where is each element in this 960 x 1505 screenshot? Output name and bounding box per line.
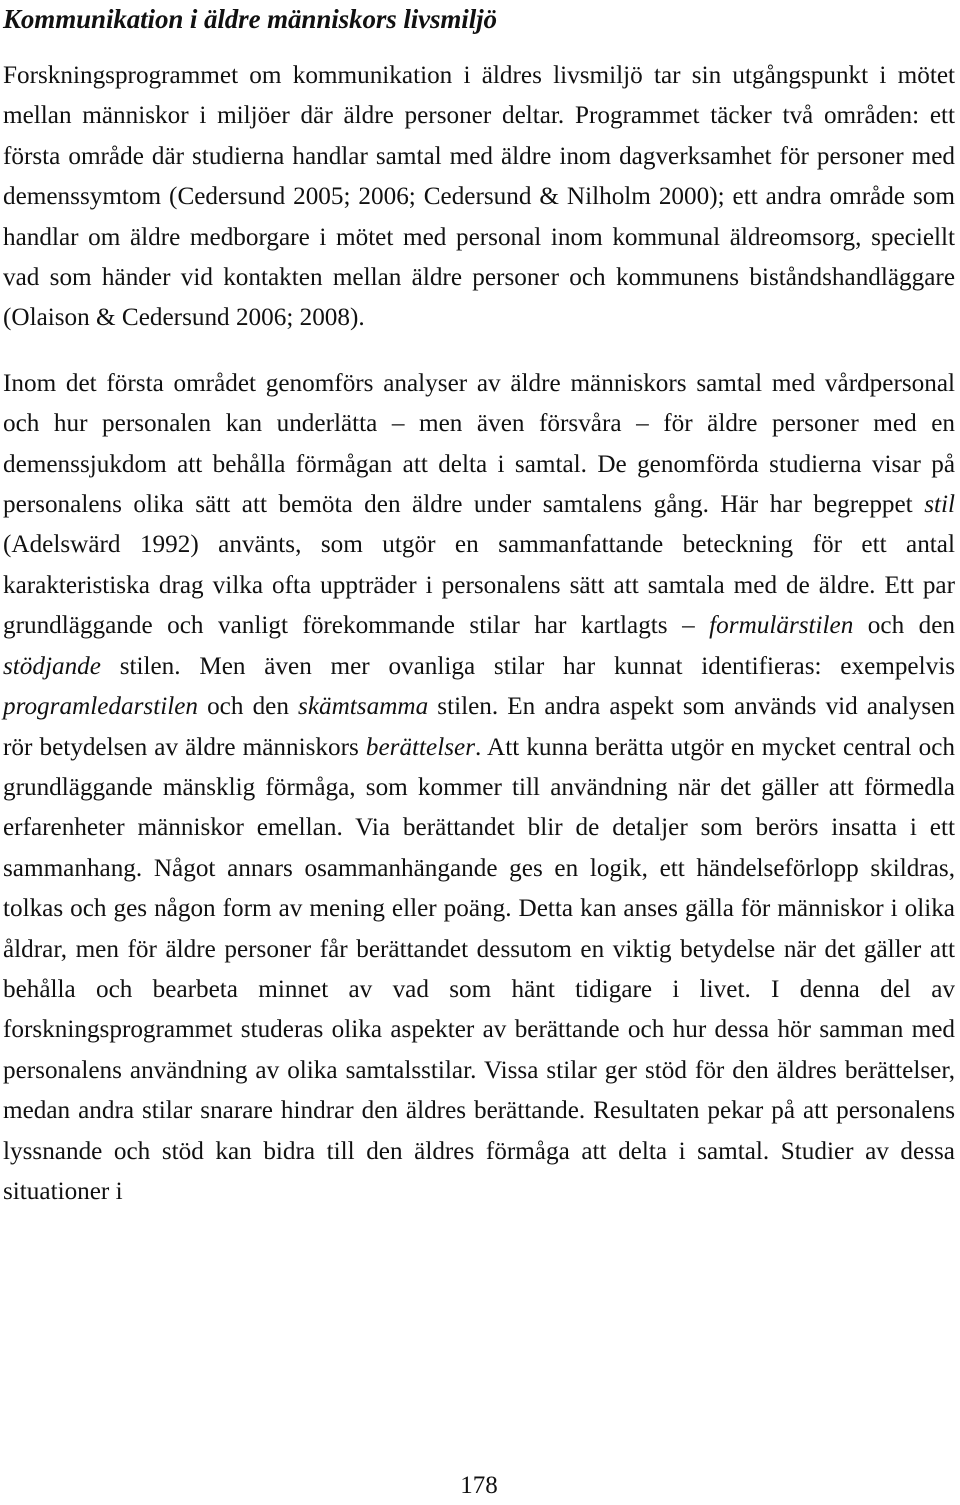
paragraph-2-text: Inom det första området genomförs analyser av äldre människors samtal med vårdpersonal och hur personalen kan underlätta – men även försvåra – för äldre personer med en demenssjukdom att behålla förmågan att delta i samtal. De genomförda studierna visar på personalens olika sätt att bemöta den äldre under samtalens gång. Här har begreppet [3,369,955,519]
paragraph-2-text: stilen. Men även mer ovanliga stilar har kunnat identifieras: exempelvis [100,652,955,680]
paragraph-2-text: och den [853,612,956,640]
italic-term-stil: stil [924,491,955,519]
page-number: 178 [460,1472,498,1499]
section-heading: Kommunikation i äldre människors livsmiljö [3,4,497,34]
paragraph-2-text: . Att kunna berätta utgör en mycket central och grundläggande mänsklig förmåga, som kommer till användning när det gäller att förmedla erfarenheter människor emellan. Via berättandet blir de detaljer som berörs insatta i ett sammanhang. Något annars osammanhängande ges en logik, ett händelseförlopp skildras, tolkas och ges någon form av mening eller poäng. Detta kan anses gälla för människor i olika åldrar, men för äldre personer får berättandet dessutom en viktig betydelse när det gäller att behålla och bearbeta minnet av vad som hänt tidigare i livet. I denna del av forskningsprogrammet studeras olika aspekter av berättande och hur dessa hör samman med personalens användning av olika samtalsstilar. Vissa stilar ger stöd för den äldres berättelser, medan andra stilar snarare hindrar den äldres berättande. Resultaten pekar på att personalens lyssnande och stöd kan bidra till den äldres förmåga att delta i samtal. Studier av dessa situationer i [3,733,956,1205]
italic-term-berattelser: berättelser [365,733,476,761]
paragraph-1: Forskningsprogrammet om kommunikation i äldres livsmiljö tar sin utgångspunkt i mötet mellan människor i miljöer där äldre personer deltar. Programmet täcker två områden: ett första område där studierna handlar samtal med äldre inom dagverksamhet för personer med demenssymtom (Cedersund 2005; 2006; Cedersund & Nilholm 2000); ett andra område som handlar om äldre medborgare i mötet med personal inom kommunal äldreomsorg, speciellt vad som händer vid kontakten mellan äldre personer och kommunens biståndshandläggare (Olaison & Cedersund 2006; 2008). [3,62,955,332]
paragraph-2-text: (Adelswärd 1992) använts, som utgör en sammanfattande beteckning för ett antal karakteristiska drag vilka ofta uppträder i personalens sätt att samtala med de äldre. Ett par grundläggande och vanligt förekommande stilar har kartlagts – [3,531,955,640]
paragraph-2 [3,364,955,1213]
italic-term-skamtsamma: skämtsamma [298,693,429,721]
paragraph-2-text: och den [197,693,299,721]
italic-term-stodjande: stödjande [3,652,101,680]
document-page [3,0,955,1505]
paragraph-2-text: stilen. En andra aspekt som används vid analysen rör betydelsen av äldre människors [3,693,956,761]
italic-term-formularstilen: formulärstilen [709,612,854,640]
italic-term-programledarstilen: programledarstilen [3,693,198,721]
